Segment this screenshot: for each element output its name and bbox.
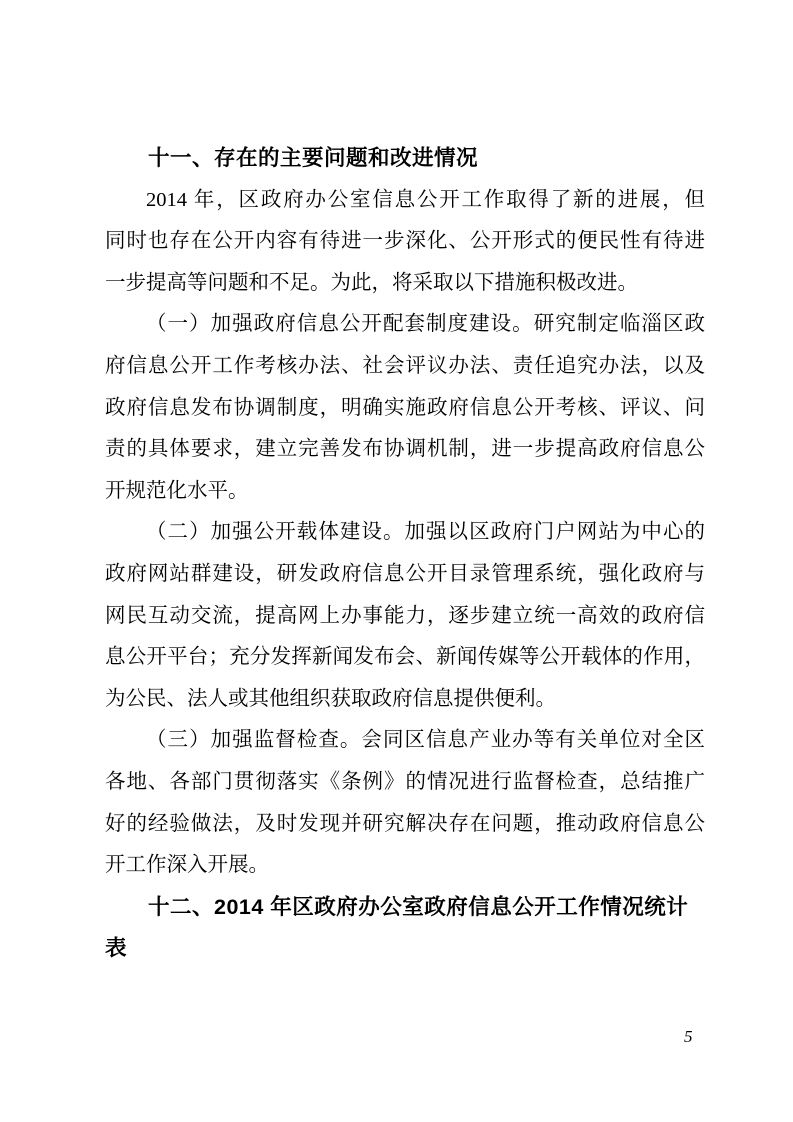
paragraph-1-line-3: 一步提高等问题和不足。为此，将采取以下措施积极改进。 [105,271,638,294]
document-body [105,138,705,961]
paragraph-3-line-3: 网民互动交流，提高网上办事能力，逐步建立统一高效的政府信 [105,604,705,627]
paragraph-1-line-2: 同时也存在公开内容有待进一步深化、公开形式的便民性有待进 [105,230,705,253]
paragraph-3-line-5: 为公民、法人或其他组织获取政府信息提供便利。 [105,687,556,710]
paragraph-1-line-1: 2014 年，区政府办公室信息公开工作取得了新的进展，但 [146,188,705,211]
paragraph-2-line-1: （一）加强政府信息公开配套制度建设。研究制定临淄区政 [146,313,705,336]
paragraph-4-line-1: （三）加强监督检查。会同区信息产业办等有关单位对全区 [146,729,705,752]
page-number: 5 [684,1027,693,1046]
paragraph-3-line-1: （二）加强公开载体建设。加强以区政府门户网站为中心的 [146,521,705,544]
paragraph-2-line-3: 政府信息发布协调制度，明确实施政府信息公开考核、评议、问 [105,396,705,419]
paragraph-2-line-4: 责的具体要求，建立完善发布协调机制，进一步提高政府信息公 [105,438,705,461]
paragraph-2-line-5: 开规范化水平。 [105,479,249,502]
paragraph-4-line-4: 开工作深入开展。 [105,854,269,877]
section-heading-12: 十二、2014 年区政府办公室政府信息公开工作情况统计表 [105,894,689,961]
paragraph-4-line-2: 各地、各部门贯彻落实《条例》的情况进行监督检查，总结推广 [105,770,705,793]
paragraph-3-line-4: 息公开平台；充分发挥新闻发布会、新闻传媒等公开载体的作用， [105,646,705,669]
paragraph-3-line-2: 政府网站群建设，研发政府信息公开目录管理系统，强化政府与 [105,562,705,585]
paragraph-4-line-3: 好的经验做法，及时发现并研究解决存在问题，推动政府信息公 [105,812,705,835]
paragraph-2-line-2: 府信息公开工作考核办法、社会评议办法、责任追究办法，以及 [105,354,705,377]
section-heading-11: 十一、存在的主要问题和改进情况 [148,146,479,170]
